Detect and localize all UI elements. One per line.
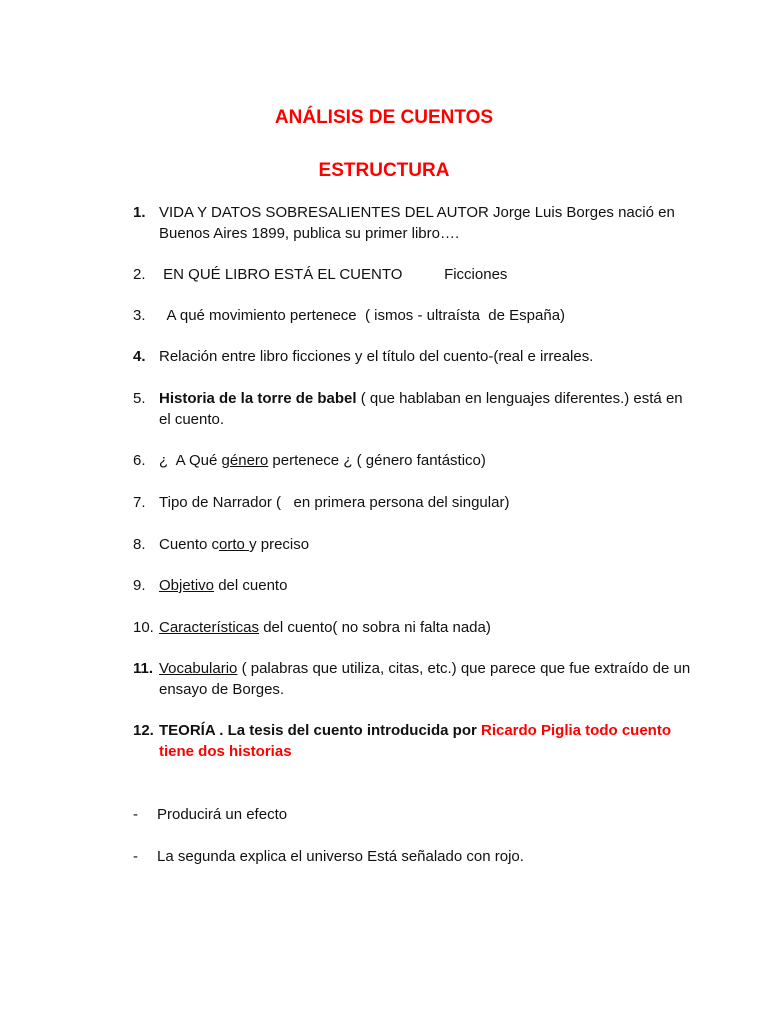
list-item-2 bbox=[133, 264, 693, 285]
item-text-underlined: Vocabulario bbox=[159, 660, 238, 677]
list-item-6 bbox=[133, 450, 693, 471]
item-text-rest: y preciso bbox=[249, 536, 310, 553]
list-item-8 bbox=[133, 534, 693, 555]
item-text-bold: Historia de la torre de babel bbox=[159, 390, 357, 407]
item-text bbox=[159, 575, 693, 596]
item-text bbox=[159, 388, 693, 430]
item-number: 5. bbox=[133, 390, 146, 407]
item-text-rest: ( palabras que utiliza, citas, etc.) que parece que fue extraído de un ensayo de Borges. bbox=[159, 660, 691, 698]
item-text-rest: ( que hablaban en lenguajes diferentes.) está en el cuento. bbox=[159, 390, 683, 428]
item-text: EN QUÉ LIBRO ESTÁ EL CUENTO Ficciones bbox=[159, 266, 508, 283]
item-text bbox=[159, 617, 693, 638]
item-text-rest: pertenece ¿ ( género fantástico) bbox=[268, 452, 486, 469]
item-text: A qué movimiento pertenece ( ismos - ultraísta de España) bbox=[159, 307, 566, 324]
item-text-underlined: Características bbox=[159, 619, 260, 636]
list-item-12 bbox=[133, 720, 693, 762]
item-number: 2. bbox=[133, 266, 146, 283]
item-text-start: ¿ A Qué bbox=[159, 452, 222, 469]
item-text bbox=[159, 450, 693, 471]
list-item-5 bbox=[133, 388, 693, 430]
item-number: 3. bbox=[133, 307, 146, 324]
dash-item-1 bbox=[133, 804, 287, 825]
item-number: 12. bbox=[133, 722, 154, 739]
list-item-10 bbox=[133, 617, 693, 638]
document-title: ANÁLISIS DE CUENTOS bbox=[274, 107, 494, 128]
dash-mark: - bbox=[133, 806, 138, 823]
item-number: 4. bbox=[133, 348, 146, 365]
item-text bbox=[159, 534, 693, 555]
item-text: VIDA Y DATOS SOBRESALIENTES DEL AUTOR Jorge Luis Borges nació en Buenos Aires 1899, publica su primer libro…. bbox=[159, 204, 675, 242]
item-number: 8. bbox=[133, 536, 146, 553]
dash-mark: - bbox=[133, 848, 138, 865]
item-text-red: Ricardo Piglia todo cuento tiene dos historias bbox=[159, 722, 671, 760]
item-text: Relación entre libro ficciones y el título del cuento-(real e irreales. bbox=[159, 348, 594, 365]
item-number: 7. bbox=[133, 494, 146, 511]
list-item-4 bbox=[133, 346, 693, 367]
list-item-9 bbox=[133, 575, 693, 596]
item-number: 1. bbox=[133, 204, 146, 221]
document-subtitle: ESTRUCTURA bbox=[318, 160, 450, 181]
item-number: 11. bbox=[133, 660, 154, 677]
dash-text: Producirá un efecto bbox=[157, 806, 288, 823]
list-item-3 bbox=[133, 305, 693, 326]
item-number: 10. bbox=[133, 619, 154, 636]
item-text-start: Cuento c bbox=[159, 536, 220, 553]
item-text-underlined: orto bbox=[219, 536, 250, 553]
item-number: 9. bbox=[133, 577, 146, 594]
item-text-underlined: Objetivo bbox=[159, 577, 215, 594]
item-text-rest: del cuento( no sobra ni falta nada) bbox=[259, 619, 491, 636]
list-item-1 bbox=[133, 202, 693, 244]
item-text bbox=[159, 658, 693, 700]
item-number: 6. bbox=[133, 452, 146, 469]
list-item-11 bbox=[133, 658, 693, 700]
list-item-7 bbox=[133, 492, 693, 513]
dash-item-2 bbox=[133, 846, 524, 867]
item-text-underlined: género bbox=[221, 452, 269, 469]
item-text: Tipo de Narrador ( en primera persona del singular) bbox=[159, 494, 510, 511]
item-text bbox=[159, 720, 693, 762]
item-text-start: TEORÍA . La tesis del cuento introducida por bbox=[159, 722, 481, 739]
item-text-rest: del cuento bbox=[214, 577, 288, 594]
dash-text: La segunda explica el universo Está señalado con rojo. bbox=[157, 848, 524, 865]
